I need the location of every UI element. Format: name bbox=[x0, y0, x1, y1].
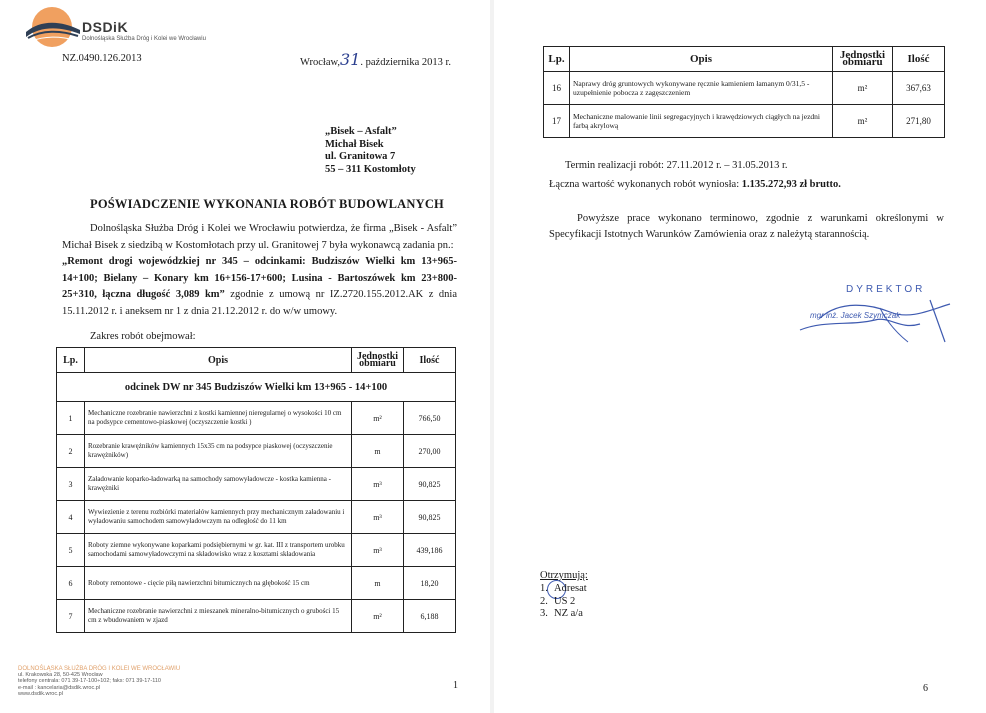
table-row bbox=[57, 501, 456, 534]
cell-desc: Naprawy dróg gruntowych wykonywane ręcznie kamieniem łamanym 0/31,5 - uzupełnienie pobocza z zagęszczeniem bbox=[570, 72, 833, 105]
cell-lp: 7 bbox=[57, 600, 85, 633]
date-prefix: Wrocław, bbox=[300, 57, 341, 68]
footer-line: ul. Krakowska 28, 50-425 Wrocław bbox=[18, 672, 103, 679]
table-row bbox=[57, 534, 456, 567]
cell-qty: 270,00 bbox=[404, 435, 456, 468]
cell-lp: 3 bbox=[57, 468, 85, 501]
header-unit: Jednostki obmiaru bbox=[833, 47, 893, 72]
cell-desc: Mechaniczne rozebranie nawierzchni z kostki kamiennej nieregularnej o wysokości 10 cm na podsypce cementowo-piaskowej (oczyszczenie kostki ) bbox=[85, 402, 352, 435]
recipients-title: Otrzymują: bbox=[540, 570, 588, 581]
recipient-line: 55 – 311 Kostomłoty bbox=[325, 163, 416, 175]
cell-qty: 367,63 bbox=[893, 72, 945, 105]
cell-lp: 5 bbox=[57, 534, 85, 567]
cell-unit: m² bbox=[833, 72, 893, 105]
cell-unit: m² bbox=[352, 600, 404, 633]
recipient-line: ul. Granitowa 7 bbox=[325, 151, 396, 162]
cell-lp: 16 bbox=[544, 72, 570, 105]
header-qty: Ilość bbox=[893, 47, 945, 72]
cell-unit: m³ bbox=[352, 534, 404, 567]
body-paragraph-2 bbox=[62, 254, 457, 320]
total-value-amount: 1.135.272,93 zł brutto. bbox=[741, 179, 841, 190]
cell-desc: Roboty remontowe - cięcie piłą nawierzchni bitumicznych na głębokość 15 cm bbox=[85, 567, 352, 600]
cell-qty: 271,80 bbox=[893, 105, 945, 138]
table-row bbox=[57, 435, 456, 468]
recipient-address bbox=[325, 126, 416, 176]
header-unit: Jednostki obmiaru bbox=[352, 348, 404, 373]
cell-qty: 439,186 bbox=[404, 534, 456, 567]
cell-desc: Roboty ziemne wykonywane koparkami podsiębiernymi w gr. kat. III z transportem urobku samochodami samowyładowczymi na składowisko wraz z kosztami składowania bbox=[85, 534, 352, 567]
table-row bbox=[57, 600, 456, 633]
table-section-row bbox=[57, 373, 456, 402]
cell-qty: 766,50 bbox=[404, 402, 456, 435]
total-value bbox=[549, 179, 841, 190]
table-row bbox=[57, 567, 456, 600]
body-text bbox=[62, 221, 457, 320]
item-text: NZ a/a bbox=[554, 608, 583, 619]
task-name: „Remont drogi wojewódzkiej nr 345 – odcinkami: Budziszów Wielki km 13+965-14+100; Bielany – Konary km 16+156-17+600; Lusina - Bartoszówek km 23+800-25+310, łączna długość 3,089 km” bbox=[62, 256, 457, 300]
cell-desc: Wywiezienie z terenu rozbiórki materiałów kamiennych przy mechanicznym załadowaniu i wyładowaniu samochodem samowyładowczym na odległość do 11 km bbox=[85, 501, 352, 534]
works-table-page-1 bbox=[56, 347, 456, 633]
table-row bbox=[544, 72, 945, 105]
header-desc: Opis bbox=[570, 47, 833, 72]
table-header-row bbox=[57, 348, 456, 373]
list-item bbox=[540, 596, 588, 609]
recipient-line: „Bisek – Asfalt” bbox=[325, 126, 397, 137]
table-row bbox=[544, 105, 945, 138]
item-number: 2. bbox=[540, 595, 548, 607]
brand-subtitle: Dolnośląska Służba Dróg i Kolei we Wrocławiu bbox=[82, 36, 206, 42]
cell-desc: Mechaniczne malowanie linii segregacyjnych i krawędziowych ciągłych na jezdni farbą akrylową bbox=[570, 105, 833, 138]
brand-name: DSDiK bbox=[82, 19, 129, 35]
cell-unit: m² bbox=[833, 105, 893, 138]
works-table-page-6 bbox=[543, 46, 945, 138]
cell-desc: Rozebranie krawężników kamiennych 15x35 cm na podsypce piaskowej (oczyszczenie krawężników) bbox=[85, 435, 352, 468]
item-text: Adresat bbox=[554, 583, 587, 594]
footer-line: telefony centrala: 071 39-17-100÷102; faks: 071 39-17-110 bbox=[18, 678, 161, 685]
total-value-label: Łączna wartość wykonanych robót wyniosła: bbox=[549, 179, 742, 190]
cell-lp: 6 bbox=[57, 567, 85, 600]
header-desc: Opis bbox=[85, 348, 352, 373]
letterhead-footer bbox=[18, 666, 180, 697]
cell-lp: 2 bbox=[57, 435, 85, 468]
document-page-1 bbox=[0, 0, 490, 713]
recipients-items bbox=[540, 583, 588, 621]
handwritten-signature-icon bbox=[780, 290, 960, 350]
cell-desc: Załadowanie koparko-ładowarką na samochody samowyładowcze - kostka kamienna - krawężniki bbox=[85, 468, 352, 501]
reference-number: NZ.0490.126.2013 bbox=[62, 53, 142, 64]
cell-lp: 4 bbox=[57, 501, 85, 534]
signatory-name-stamp: mgr inż. Jacek Szymczak bbox=[810, 311, 901, 320]
body-paragraph-1: Dolnośląska Służba Dróg i Kolei we Wrocławiu potwierdza, że firma „Bisek - Asfalt” Michał Bisek z siedzibą w Kostomłotach przy ul. Granitowej 7 była wykonawcą zadania pn.: bbox=[62, 223, 457, 251]
header-lp: Lp. bbox=[544, 47, 570, 72]
document-title: POŚWIADCZENIE WYKONANIA ROBÓT BUDOWLANYCH bbox=[90, 197, 444, 211]
completion-term: Termin realizacji robót: 27.11.2012 r. – 31.05.2013 r. bbox=[565, 160, 788, 171]
header-qty: Ilość bbox=[404, 348, 456, 373]
cell-lp: 1 bbox=[57, 402, 85, 435]
list-item bbox=[540, 608, 588, 621]
cell-unit: m³ bbox=[352, 501, 404, 534]
place-date bbox=[300, 50, 451, 69]
cell-lp: 17 bbox=[544, 105, 570, 138]
confirmation-text: Powyższe prace wykonano terminowo, zgodnie z warunkami określonymi w Specyfikacji Istotnych Warunków Zamówienia oraz z należytą starannością. bbox=[549, 213, 944, 240]
recipients-list bbox=[540, 570, 588, 621]
contract-reference: zgodnie z umową nr IZ.2720.155.2012.AK z dnia 15.11.2012 r. i aneksem nr 1 z dnia 21.12.2012 r. do w/w umowy. bbox=[62, 289, 457, 317]
footer-line: e-mail : kancelaria@dsdik.wroc.pl bbox=[18, 684, 101, 691]
table-row bbox=[57, 402, 456, 435]
scope-label: Zakres robót obejmował: bbox=[90, 331, 196, 342]
director-stamp: DYREKTOR bbox=[846, 284, 926, 295]
list-item bbox=[540, 583, 588, 596]
cell-unit: m³ bbox=[352, 468, 404, 501]
cell-qty: 90,825 bbox=[404, 468, 456, 501]
section-title: odcinek DW nr 345 Budziszów Wielki km 13+965 - 14+100 bbox=[57, 373, 456, 402]
table-header-row bbox=[544, 47, 945, 72]
recipient-line: Michał Bisek bbox=[325, 138, 384, 150]
cell-unit: m bbox=[352, 435, 404, 468]
item-text: US 2 bbox=[554, 595, 576, 607]
footer-line: www.dsdik.wroc.pl bbox=[18, 690, 63, 697]
cell-unit: m bbox=[352, 567, 404, 600]
table-row bbox=[57, 468, 456, 501]
page-number: 1 bbox=[453, 680, 458, 691]
cell-qty: 90,825 bbox=[404, 501, 456, 534]
date-day-handwritten: 31 bbox=[340, 50, 361, 69]
cell-qty: 6,188 bbox=[404, 600, 456, 633]
brand bbox=[82, 19, 206, 42]
page-number: 6 bbox=[923, 683, 928, 694]
item-number: 3. bbox=[540, 608, 548, 619]
cell-unit: m² bbox=[352, 402, 404, 435]
cell-desc: Mechaniczne rozebranie nawierzchni z mieszanek mineralno-bitumicznych o grubości 15 cm z wbudowaniem w zjazd bbox=[85, 600, 352, 633]
item-number: 1. bbox=[540, 583, 548, 594]
dsdik-logo-icon bbox=[22, 6, 82, 48]
header-lp: Lp. bbox=[57, 348, 85, 373]
cell-qty: 18,20 bbox=[404, 567, 456, 600]
footer-line: DOLNOŚLĄSKA SŁUŻBA DRÓG I KOLEI WE WROCŁAWIU bbox=[18, 666, 181, 672]
date-suffix: . października 2013 r. bbox=[360, 57, 452, 68]
confirmation-paragraph bbox=[549, 211, 944, 243]
